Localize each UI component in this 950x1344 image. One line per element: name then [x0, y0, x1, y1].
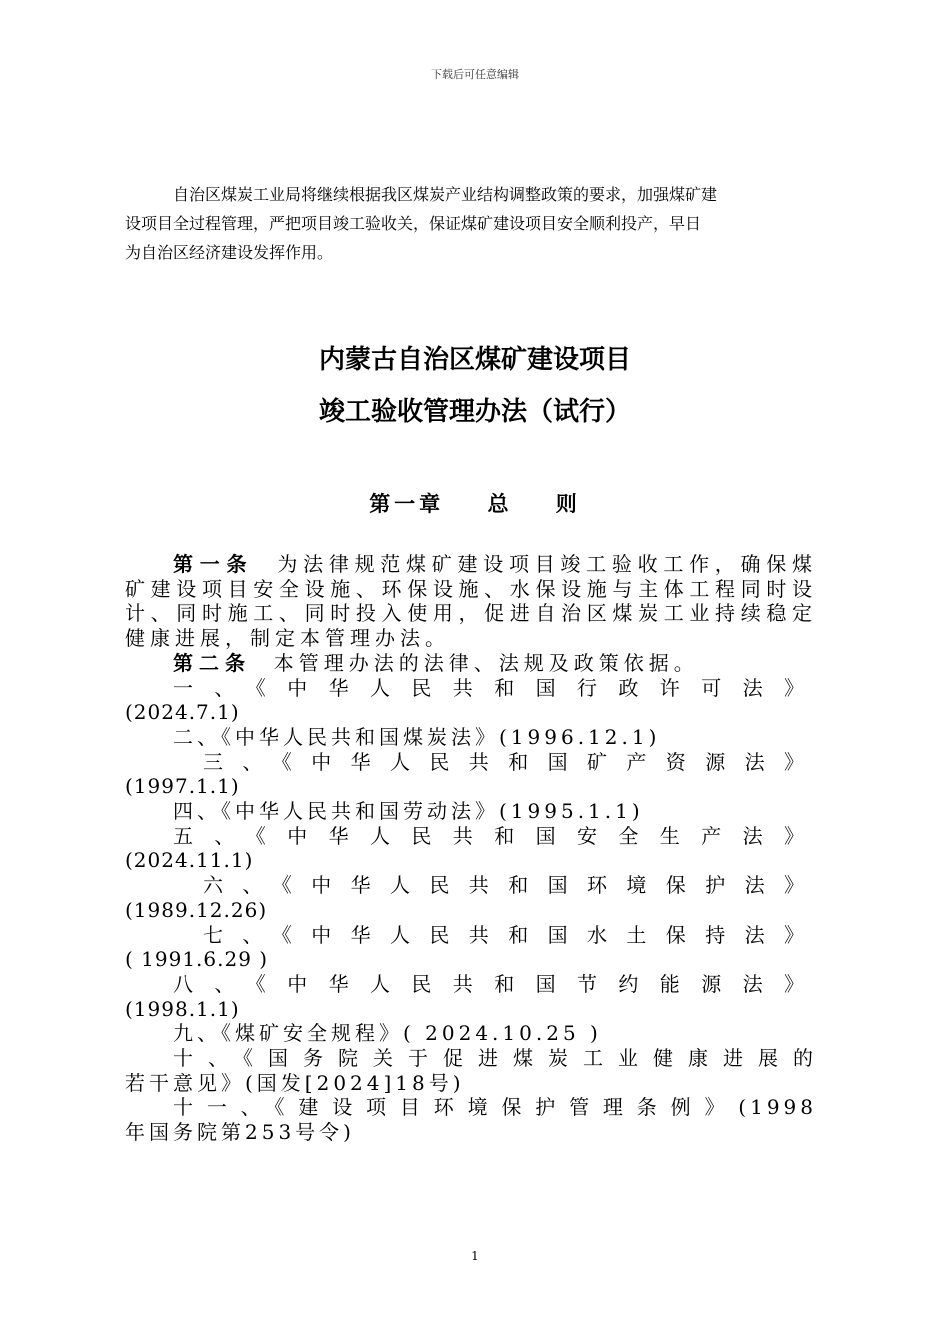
intro-line: 为自治区经济建设发挥作用。 [125, 243, 334, 262]
law-item: 八、《中华人民共和国节约能源法》 [173, 971, 817, 996]
law-date: 年国务院第253号令) [125, 1120, 355, 1145]
intro-paragraph [125, 180, 825, 267]
law-item: 七、《中华人民共和国水土保持法》 [203, 922, 817, 947]
article-1-text: 为法律规范煤矿建设项目竣工验收工作，确保煤矿建设项目安全设施、环保设施、水保设施与主体工程同时设计、同时施工、同时投入使用，促进自治区煤炭工业持续稳定健康进展，制定本管理办法。 [125, 552, 818, 651]
law-item: 三、《中华人民共和国矿产资源法》 [203, 749, 817, 774]
law-item: 五、《中华人民共和国安全生产法》 [173, 823, 817, 848]
chapter-heading: 第一章 总 则 [369, 492, 581, 516]
law-date: (2024.11.1) [125, 848, 254, 873]
law-date: (1989.12.26) [125, 897, 268, 922]
page-number: 1 [471, 1249, 479, 1263]
document-title [0, 334, 950, 438]
law-item: 九、《煤矿安全规程》( 2024.10.25 ) [173, 1021, 602, 1046]
law-date: (2024.7.1) [125, 700, 240, 725]
intro-line: 设项目全过程管理，严把项目竣工验收关，保证煤矿建设项目安全顺利投产，早日 [125, 214, 702, 233]
title-line-2: 竣工验收管理办法（试行） [318, 397, 631, 427]
document-body [125, 552, 817, 1145]
law-item: 十、《国务院关于促进煤炭工业健康进展的 [173, 1046, 817, 1071]
law-date: ( 1991.6.29 ) [125, 947, 269, 972]
law-date: (1997.1.1) [125, 774, 240, 799]
law-item: 二、《中华人民共和国煤炭法》(1996.12.1) [173, 724, 661, 749]
law-item: 六、《中华人民共和国环境保护法》 [203, 873, 817, 898]
page-header: 下载后可任意编辑 [431, 68, 519, 81]
title-line-1: 内蒙古自治区煤矿建设项目 [318, 345, 631, 375]
article-2-text: 本管理办法的法律、法规及政策依据。 [251, 650, 699, 675]
article-2 [125, 651, 817, 676]
law-item: 十一、《建设项目环境保护管理条例》(1998 [173, 1095, 817, 1120]
article-1-label: 第一条 [173, 552, 254, 576]
intro-line: 自治区煤炭工业局将继续根据我区煤炭产业结构调整政策的要求，加强煤矿建 [173, 185, 718, 204]
law-date: (1998.1.1) [125, 996, 240, 1021]
article-2-label: 第二条 [173, 650, 251, 675]
article-1 [125, 552, 817, 651]
law-item: 一、《中华人民共和国行政许可法》 [173, 675, 817, 700]
law-item: 四、《中华人民共和国劳动法》(1995.1.1) [173, 799, 644, 824]
law-date: 若干意见》(国发[2024]18号) [125, 1070, 465, 1095]
